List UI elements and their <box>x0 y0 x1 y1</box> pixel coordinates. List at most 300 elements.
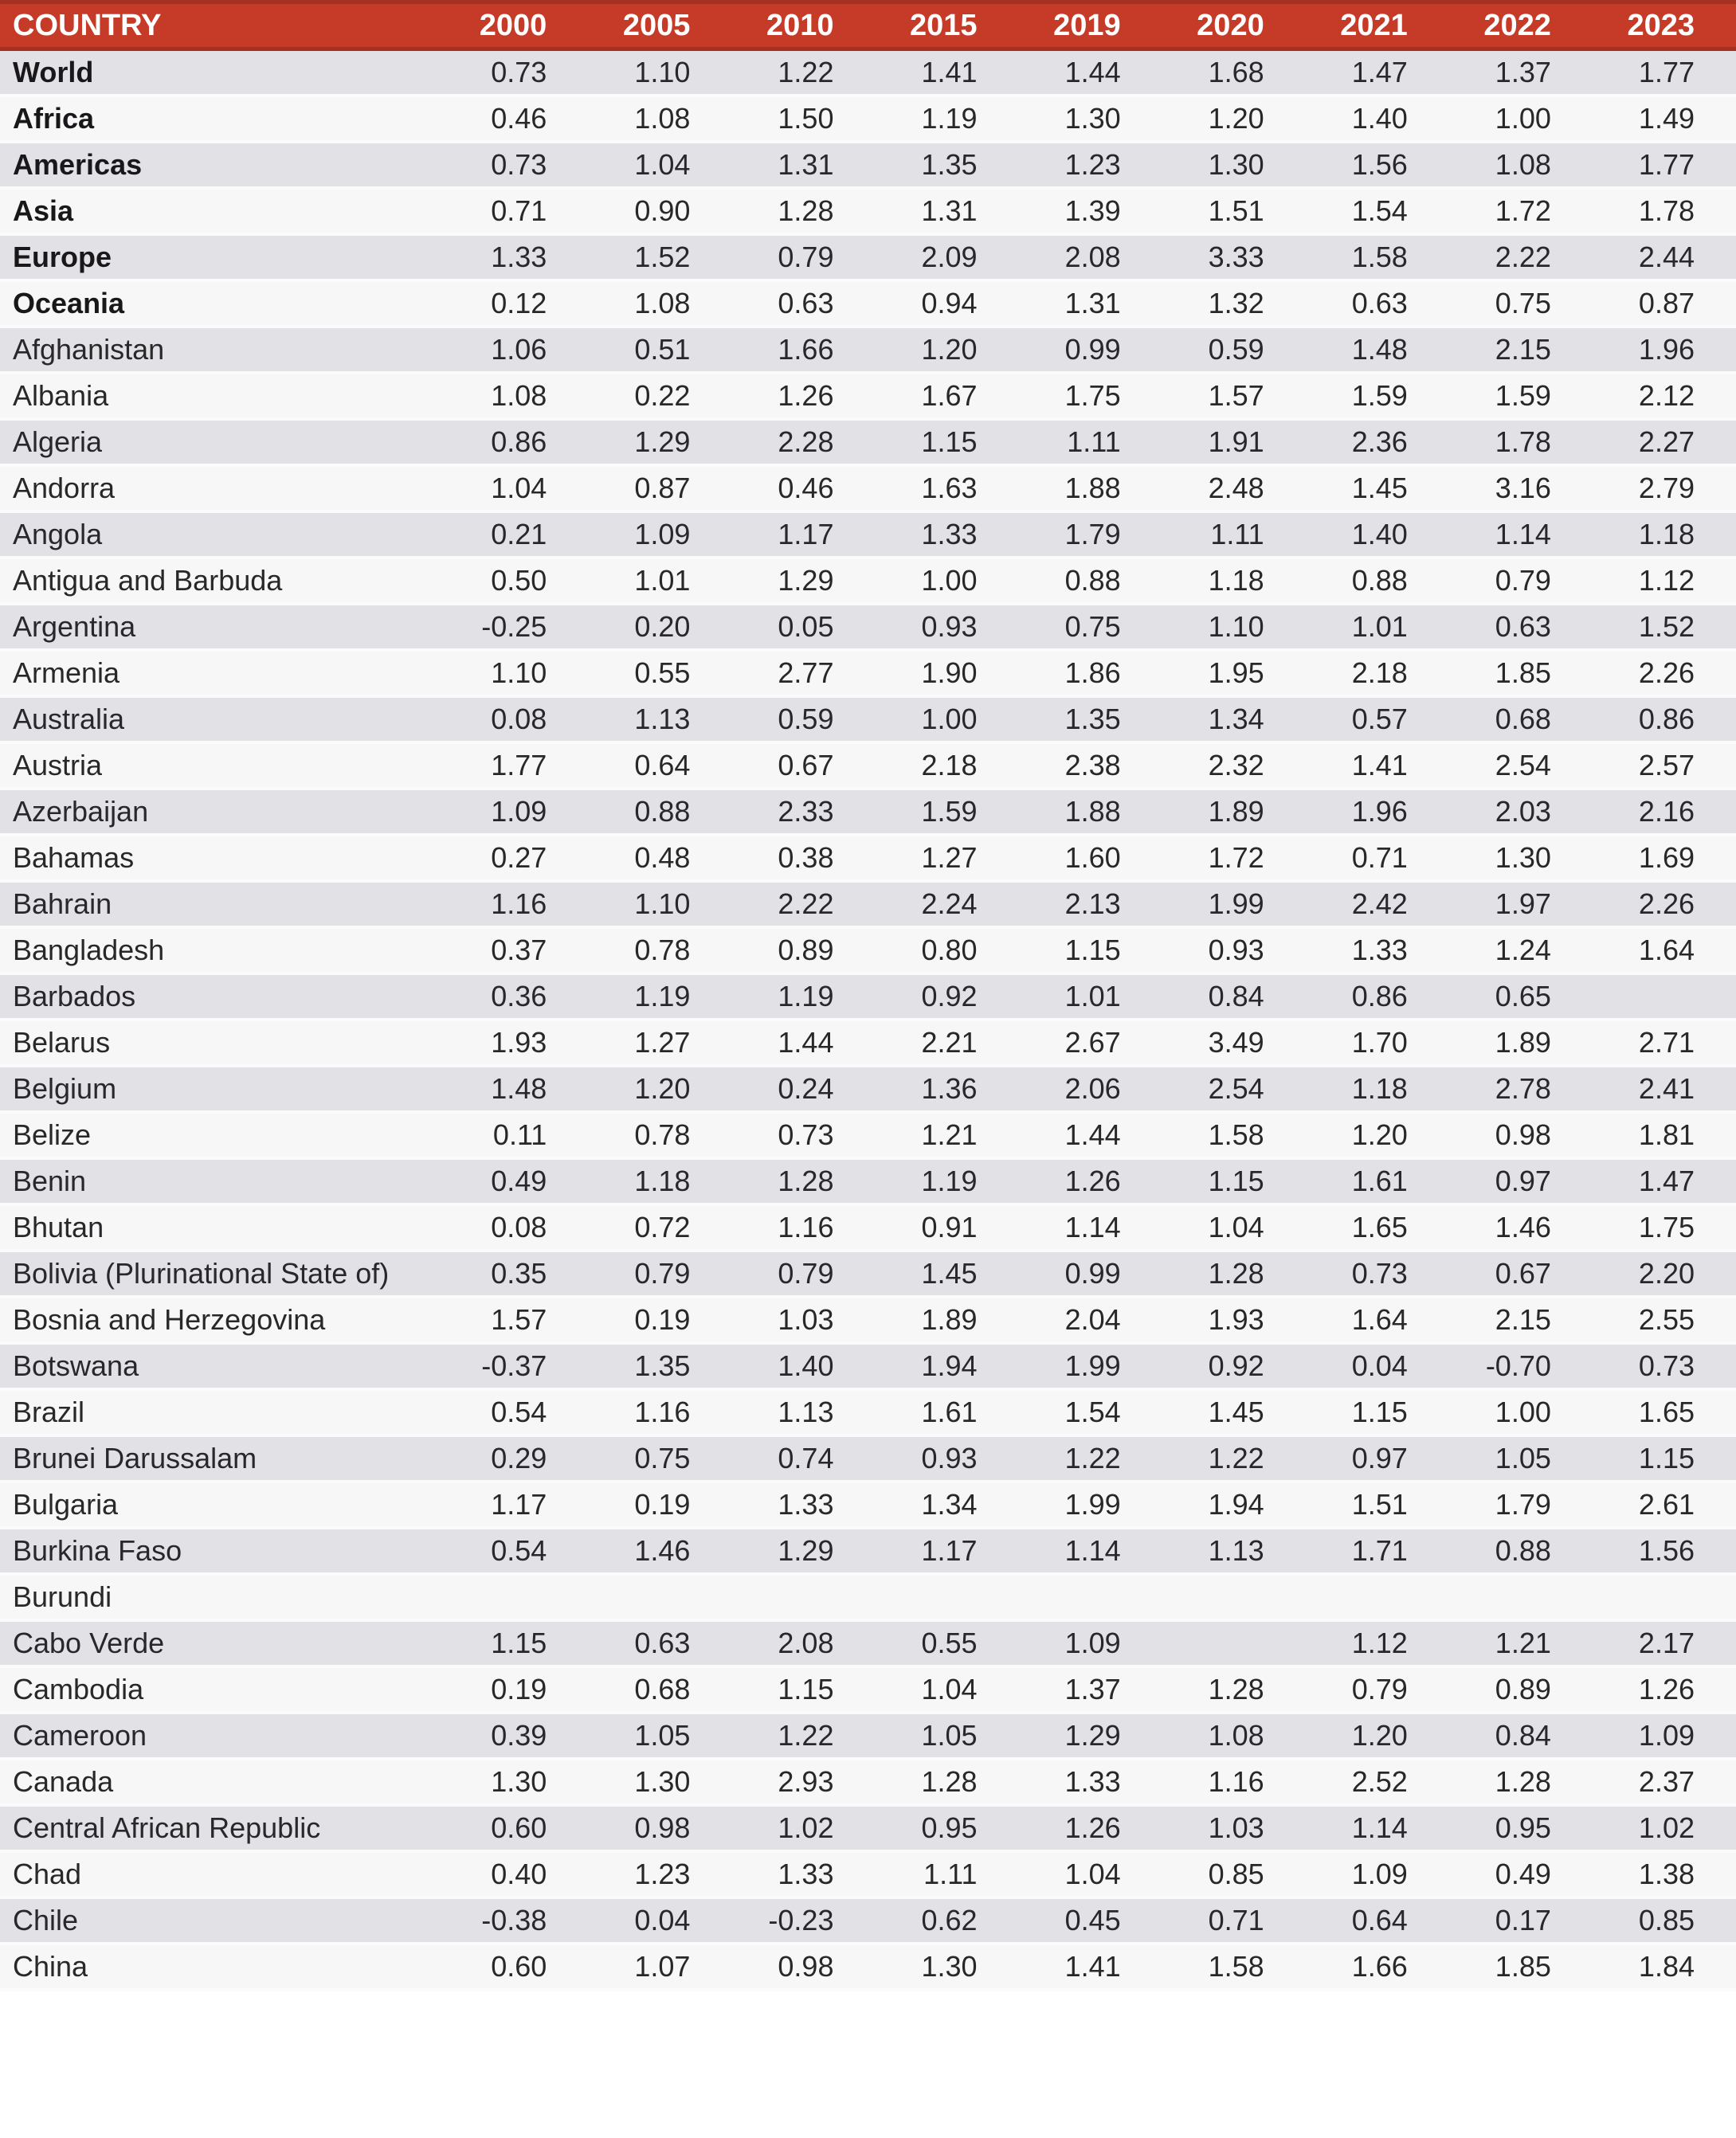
value-cell: 0.38 <box>731 835 875 881</box>
country-cell: Belarus <box>0 1020 445 1066</box>
value-cell: 1.20 <box>588 1066 731 1112</box>
value-cell: 1.54 <box>1306 188 1449 234</box>
value-cell: 0.19 <box>588 1482 731 1528</box>
table-row <box>0 373 1736 419</box>
country-cell: Central African Republic <box>0 1805 445 1851</box>
value-cell: 2.57 <box>1593 742 1736 789</box>
value-cell: 2.33 <box>731 789 875 835</box>
table-row <box>0 604 1736 650</box>
value-cell: -0.70 <box>1449 1343 1593 1389</box>
header-year-2010: 2010 <box>731 2 875 49</box>
value-cell: 1.58 <box>1306 234 1449 280</box>
value-cell: 1.16 <box>445 881 588 927</box>
value-cell: 1.20 <box>1306 1713 1449 1759</box>
value-cell: 1.41 <box>1306 742 1449 789</box>
value-cell: 1.77 <box>1593 142 1736 188</box>
value-cell: 1.59 <box>1306 373 1449 419</box>
value-cell: 0.98 <box>731 1944 875 1990</box>
value-cell <box>1306 1574 1449 1620</box>
value-cell: 0.20 <box>588 604 731 650</box>
table-row <box>0 1805 1736 1851</box>
value-cell: 1.00 <box>1449 96 1593 142</box>
value-cell: 1.22 <box>731 1713 875 1759</box>
country-cell: Austria <box>0 742 445 789</box>
value-cell: 2.54 <box>1162 1066 1306 1112</box>
value-cell: 0.19 <box>588 1297 731 1343</box>
value-cell <box>445 1574 588 1620</box>
value-cell: 0.99 <box>1019 327 1162 373</box>
value-cell: 1.05 <box>875 1713 1018 1759</box>
value-cell: 1.12 <box>1593 558 1736 604</box>
value-cell: 1.97 <box>1449 881 1593 927</box>
value-cell: 1.02 <box>1593 1805 1736 1851</box>
value-cell: 1.59 <box>1449 373 1593 419</box>
value-cell: 1.32 <box>1162 280 1306 327</box>
value-cell: 1.94 <box>1162 1482 1306 1528</box>
value-cell: 1.89 <box>875 1297 1018 1343</box>
value-cell: 0.97 <box>1449 1158 1593 1204</box>
value-cell: 0.85 <box>1162 1851 1306 1897</box>
value-cell: 1.03 <box>1162 1805 1306 1851</box>
table-row <box>0 96 1736 142</box>
value-cell: 2.55 <box>1593 1297 1736 1343</box>
country-cell: Brazil <box>0 1389 445 1435</box>
value-cell: 3.16 <box>1449 465 1593 511</box>
value-cell: 1.15 <box>1019 927 1162 973</box>
table-row <box>0 881 1736 927</box>
value-cell: 2.06 <box>1019 1066 1162 1112</box>
value-cell: 1.96 <box>1593 327 1736 373</box>
value-cell: 0.99 <box>1019 1251 1162 1297</box>
table-row <box>0 1482 1736 1528</box>
value-cell: 1.17 <box>731 511 875 558</box>
country-cell: Africa <box>0 96 445 142</box>
value-cell: 0.60 <box>445 1805 588 1851</box>
value-cell <box>1162 1574 1306 1620</box>
value-cell: 0.68 <box>588 1666 731 1713</box>
table-row <box>0 419 1736 465</box>
value-cell: 1.22 <box>1019 1435 1162 1482</box>
value-cell: 0.39 <box>445 1713 588 1759</box>
value-cell: 0.49 <box>1449 1851 1593 1897</box>
value-cell: 1.45 <box>1162 1389 1306 1435</box>
value-cell: 2.38 <box>1019 742 1162 789</box>
value-cell: 1.04 <box>588 142 731 188</box>
table-row <box>0 49 1736 96</box>
value-cell: 2.77 <box>731 650 875 696</box>
value-cell: 1.61 <box>1306 1158 1449 1204</box>
header-year-2021: 2021 <box>1306 2 1449 49</box>
value-cell: 1.10 <box>588 881 731 927</box>
value-cell: 1.00 <box>875 558 1018 604</box>
value-cell: 2.79 <box>1593 465 1736 511</box>
value-cell: 1.04 <box>445 465 588 511</box>
value-cell: 1.65 <box>1593 1389 1736 1435</box>
value-cell: 1.48 <box>1306 327 1449 373</box>
country-cell: Burundi <box>0 1574 445 1620</box>
value-cell: 0.92 <box>875 973 1018 1020</box>
country-cell: Americas <box>0 142 445 188</box>
value-cell: -0.37 <box>445 1343 588 1389</box>
table-row <box>0 1897 1736 1944</box>
value-cell: 0.88 <box>1019 558 1162 604</box>
table-row <box>0 927 1736 973</box>
value-cell: 0.87 <box>588 465 731 511</box>
table-row <box>0 1204 1736 1251</box>
value-cell: 0.12 <box>445 280 588 327</box>
country-cell: Bangladesh <box>0 927 445 973</box>
value-cell: 1.31 <box>731 142 875 188</box>
value-cell: 1.77 <box>445 742 588 789</box>
value-cell: 1.15 <box>731 1666 875 1713</box>
value-cell: 0.95 <box>1449 1805 1593 1851</box>
value-cell: 1.56 <box>1593 1528 1736 1574</box>
value-cell: 0.72 <box>588 1204 731 1251</box>
value-cell: 1.15 <box>1306 1389 1449 1435</box>
value-cell: 0.71 <box>1306 835 1449 881</box>
value-cell: 1.58 <box>1162 1112 1306 1158</box>
value-cell: 0.71 <box>445 188 588 234</box>
value-cell: 2.13 <box>1019 881 1162 927</box>
value-cell: 0.29 <box>445 1435 588 1482</box>
value-cell: -0.23 <box>731 1897 875 1944</box>
country-cell: Albania <box>0 373 445 419</box>
country-cell: Belgium <box>0 1066 445 1112</box>
table-row <box>0 1620 1736 1666</box>
value-cell: 1.08 <box>1449 142 1593 188</box>
header-year-2022: 2022 <box>1449 2 1593 49</box>
value-cell: 1.93 <box>445 1020 588 1066</box>
value-cell: 0.51 <box>588 327 731 373</box>
table-row <box>0 973 1736 1020</box>
value-cell: 0.57 <box>1306 696 1449 742</box>
value-cell: 1.01 <box>1019 973 1162 1020</box>
value-cell: 1.90 <box>875 650 1018 696</box>
value-cell: 1.06 <box>445 327 588 373</box>
value-cell: 1.40 <box>1306 96 1449 142</box>
country-cell: World <box>0 49 445 96</box>
value-cell: 1.52 <box>1593 604 1736 650</box>
value-cell: 1.59 <box>875 789 1018 835</box>
value-cell: 0.27 <box>445 835 588 881</box>
value-cell: 1.10 <box>588 49 731 96</box>
table-row <box>0 188 1736 234</box>
value-cell: 1.01 <box>1306 604 1449 650</box>
header-country: COUNTRY <box>0 2 445 49</box>
value-cell: 2.36 <box>1306 419 1449 465</box>
value-cell: 1.71 <box>1306 1528 1449 1574</box>
table-row <box>0 1066 1736 1112</box>
value-cell: 0.37 <box>445 927 588 973</box>
value-cell: 0.86 <box>1593 696 1736 742</box>
country-cell: Burkina Faso <box>0 1528 445 1574</box>
value-cell: 1.89 <box>1449 1020 1593 1066</box>
value-cell: 1.16 <box>1162 1759 1306 1805</box>
value-cell: 1.66 <box>731 327 875 373</box>
value-cell: 1.05 <box>588 1713 731 1759</box>
value-cell: 1.30 <box>1019 96 1162 142</box>
value-cell: 2.52 <box>1306 1759 1449 1805</box>
value-cell: 2.41 <box>1593 1066 1736 1112</box>
value-cell: 1.37 <box>1449 49 1593 96</box>
value-cell: 2.42 <box>1306 881 1449 927</box>
value-cell: 1.19 <box>875 1158 1018 1204</box>
value-cell: 1.17 <box>875 1528 1018 1574</box>
country-cell: Argentina <box>0 604 445 650</box>
value-cell: 1.41 <box>875 49 1018 96</box>
value-cell <box>1162 1620 1306 1666</box>
value-cell: 1.29 <box>588 419 731 465</box>
value-cell: 1.00 <box>875 696 1018 742</box>
country-cell: Angola <box>0 511 445 558</box>
value-cell: 1.13 <box>731 1389 875 1435</box>
value-cell: 1.15 <box>1162 1158 1306 1204</box>
value-cell: 1.04 <box>875 1666 1018 1713</box>
value-cell: 1.47 <box>1306 49 1449 96</box>
value-cell: 1.21 <box>875 1112 1018 1158</box>
value-cell: 1.15 <box>445 1620 588 1666</box>
country-cell: Brunei Darussalam <box>0 1435 445 1482</box>
value-cell: 1.37 <box>1019 1666 1162 1713</box>
value-cell: 0.91 <box>875 1204 1018 1251</box>
value-cell: 1.27 <box>588 1020 731 1066</box>
value-cell: 1.64 <box>1593 927 1736 973</box>
value-cell: 1.39 <box>1019 188 1162 234</box>
value-cell: 1.09 <box>1019 1620 1162 1666</box>
value-cell: 1.44 <box>1019 1112 1162 1158</box>
value-cell: 1.30 <box>875 1944 1018 1990</box>
value-cell: 1.57 <box>1162 373 1306 419</box>
value-cell: 0.79 <box>588 1251 731 1297</box>
country-cell: Chad <box>0 1851 445 1897</box>
value-cell: 1.68 <box>1162 49 1306 96</box>
value-cell: 0.49 <box>445 1158 588 1204</box>
country-cell: Bosnia and Herzegovina <box>0 1297 445 1343</box>
table-row <box>0 696 1736 742</box>
table-row <box>0 1713 1736 1759</box>
country-cell: Cambodia <box>0 1666 445 1713</box>
value-cell: 1.79 <box>1449 1482 1593 1528</box>
header-year-2020: 2020 <box>1162 2 1306 49</box>
value-cell: 0.98 <box>1449 1112 1593 1158</box>
value-cell: 0.08 <box>445 696 588 742</box>
value-cell: 1.01 <box>588 558 731 604</box>
value-cell: 0.21 <box>445 511 588 558</box>
value-cell: 0.04 <box>588 1897 731 1944</box>
value-cell: 2.28 <box>731 419 875 465</box>
country-cell: Canada <box>0 1759 445 1805</box>
value-cell: 1.18 <box>1593 511 1736 558</box>
value-cell: 1.13 <box>1162 1528 1306 1574</box>
country-cell: Afghanistan <box>0 327 445 373</box>
value-cell: 1.93 <box>1162 1297 1306 1343</box>
value-cell: 1.28 <box>1162 1251 1306 1297</box>
value-cell: 1.33 <box>445 234 588 280</box>
value-cell: 0.24 <box>731 1066 875 1112</box>
value-cell: 2.04 <box>1019 1297 1162 1343</box>
value-cell: 1.69 <box>1593 835 1736 881</box>
value-cell: 1.02 <box>731 1805 875 1851</box>
value-cell: 1.65 <box>1306 1204 1449 1251</box>
value-cell: 1.08 <box>588 96 731 142</box>
value-cell: 1.08 <box>588 280 731 327</box>
value-cell: 0.80 <box>875 927 1018 973</box>
value-cell: 2.37 <box>1593 1759 1736 1805</box>
value-cell: 0.78 <box>588 927 731 973</box>
value-cell: 1.22 <box>1162 1435 1306 1482</box>
value-cell: 1.23 <box>588 1851 731 1897</box>
value-cell: 0.89 <box>1449 1666 1593 1713</box>
country-cell: Armenia <box>0 650 445 696</box>
header-year-2000: 2000 <box>445 2 588 49</box>
table-row <box>0 1944 1736 1990</box>
value-cell: 1.99 <box>1019 1343 1162 1389</box>
table-row <box>0 142 1736 188</box>
value-cell: 0.97 <box>1306 1435 1449 1482</box>
value-cell: 1.09 <box>1593 1713 1736 1759</box>
value-cell: 1.38 <box>1593 1851 1736 1897</box>
value-cell: 1.29 <box>1019 1713 1162 1759</box>
value-cell: 1.29 <box>731 1528 875 1574</box>
value-cell: 0.85 <box>1593 1897 1736 1944</box>
value-cell: 2.93 <box>731 1759 875 1805</box>
table-row <box>0 1158 1736 1204</box>
value-cell: 1.20 <box>1306 1112 1449 1158</box>
value-cell <box>1449 1574 1593 1620</box>
table-row <box>0 1251 1736 1297</box>
value-cell: 1.20 <box>875 327 1018 373</box>
table-row <box>0 1435 1736 1482</box>
value-cell: 1.64 <box>1306 1297 1449 1343</box>
country-cell: Bhutan <box>0 1204 445 1251</box>
value-cell: 1.23 <box>1019 142 1162 188</box>
value-cell: 2.61 <box>1593 1482 1736 1528</box>
value-cell: 1.56 <box>1306 142 1449 188</box>
value-cell: 1.79 <box>1019 511 1162 558</box>
country-cell: Botswana <box>0 1343 445 1389</box>
value-cell <box>875 1574 1018 1620</box>
country-cell: Europe <box>0 234 445 280</box>
value-cell: 0.93 <box>875 1435 1018 1482</box>
value-cell: 1.34 <box>1162 696 1306 742</box>
value-cell <box>1019 1574 1162 1620</box>
value-cell: 0.88 <box>588 789 731 835</box>
value-cell: 1.28 <box>875 1759 1018 1805</box>
value-cell: 3.33 <box>1162 234 1306 280</box>
value-cell: 1.03 <box>731 1297 875 1343</box>
value-cell: 1.33 <box>875 511 1018 558</box>
country-cell: Azerbaijan <box>0 789 445 835</box>
table-row <box>0 835 1736 881</box>
value-cell: 1.85 <box>1449 650 1593 696</box>
value-cell: 0.05 <box>731 604 875 650</box>
table-row <box>0 1666 1736 1713</box>
value-cell: 1.54 <box>1019 1389 1162 1435</box>
value-cell: 1.84 <box>1593 1944 1736 1990</box>
table-row <box>0 465 1736 511</box>
value-cell: 1.35 <box>875 142 1018 188</box>
value-cell: 1.18 <box>1162 558 1306 604</box>
value-cell <box>588 1574 731 1620</box>
value-cell: 1.48 <box>445 1066 588 1112</box>
value-cell: 0.75 <box>588 1435 731 1482</box>
value-cell: 2.17 <box>1593 1620 1736 1666</box>
table-header <box>0 2 1736 49</box>
value-cell: 1.22 <box>731 49 875 96</box>
value-cell: 1.16 <box>588 1389 731 1435</box>
value-cell: 1.13 <box>588 696 731 742</box>
value-cell: 1.35 <box>1019 696 1162 742</box>
country-cell: Asia <box>0 188 445 234</box>
table-row <box>0 558 1736 604</box>
value-cell: 1.07 <box>588 1944 731 1990</box>
value-cell: 1.78 <box>1593 188 1736 234</box>
value-cell: 1.72 <box>1449 188 1593 234</box>
value-cell: 1.30 <box>445 1759 588 1805</box>
value-cell: 1.28 <box>731 1158 875 1204</box>
value-cell: 2.12 <box>1593 373 1736 419</box>
value-cell: 0.46 <box>445 96 588 142</box>
value-cell: 0.50 <box>445 558 588 604</box>
country-cell: Chile <box>0 1897 445 1944</box>
value-cell: 2.16 <box>1593 789 1736 835</box>
value-cell: 1.50 <box>731 96 875 142</box>
value-cell: 1.60 <box>1019 835 1162 881</box>
header-year-2005: 2005 <box>588 2 731 49</box>
value-cell: 1.16 <box>731 1204 875 1251</box>
value-cell: 0.71 <box>1162 1897 1306 1944</box>
value-cell: 1.09 <box>588 511 731 558</box>
value-cell: 0.22 <box>588 373 731 419</box>
table-row <box>0 650 1736 696</box>
table-row <box>0 1528 1736 1574</box>
value-cell: 0.63 <box>588 1620 731 1666</box>
value-cell <box>731 1574 875 1620</box>
value-cell: -0.25 <box>445 604 588 650</box>
table-row <box>0 511 1736 558</box>
value-cell: 1.28 <box>1449 1759 1593 1805</box>
value-cell: 0.40 <box>445 1851 588 1897</box>
value-cell: 1.99 <box>1162 881 1306 927</box>
value-cell: 0.86 <box>445 419 588 465</box>
value-cell: 1.19 <box>875 96 1018 142</box>
value-cell: 0.11 <box>445 1112 588 1158</box>
value-cell: 1.96 <box>1306 789 1449 835</box>
value-cell: 2.18 <box>875 742 1018 789</box>
value-cell: 1.04 <box>1019 1851 1162 1897</box>
value-cell: 0.75 <box>1019 604 1162 650</box>
value-cell: 2.15 <box>1449 327 1593 373</box>
value-cell: 2.24 <box>875 881 1018 927</box>
value-cell: 2.27 <box>1593 419 1736 465</box>
value-cell: 2.48 <box>1162 465 1306 511</box>
value-cell: 0.93 <box>1162 927 1306 973</box>
value-cell: 1.11 <box>875 1851 1018 1897</box>
value-cell: 1.29 <box>731 558 875 604</box>
value-cell: 1.26 <box>1019 1805 1162 1851</box>
value-cell: 1.21 <box>1449 1620 1593 1666</box>
value-cell: 0.46 <box>731 465 875 511</box>
value-cell: 0.62 <box>875 1897 1018 1944</box>
value-cell: 0.93 <box>875 604 1018 650</box>
value-cell: 0.79 <box>731 234 875 280</box>
value-cell: 0.73 <box>445 49 588 96</box>
value-cell: 0.67 <box>1449 1251 1593 1297</box>
header-year-2019: 2019 <box>1019 2 1162 49</box>
value-cell: 0.59 <box>731 696 875 742</box>
value-cell: 0.55 <box>875 1620 1018 1666</box>
value-cell: 1.72 <box>1162 835 1306 881</box>
